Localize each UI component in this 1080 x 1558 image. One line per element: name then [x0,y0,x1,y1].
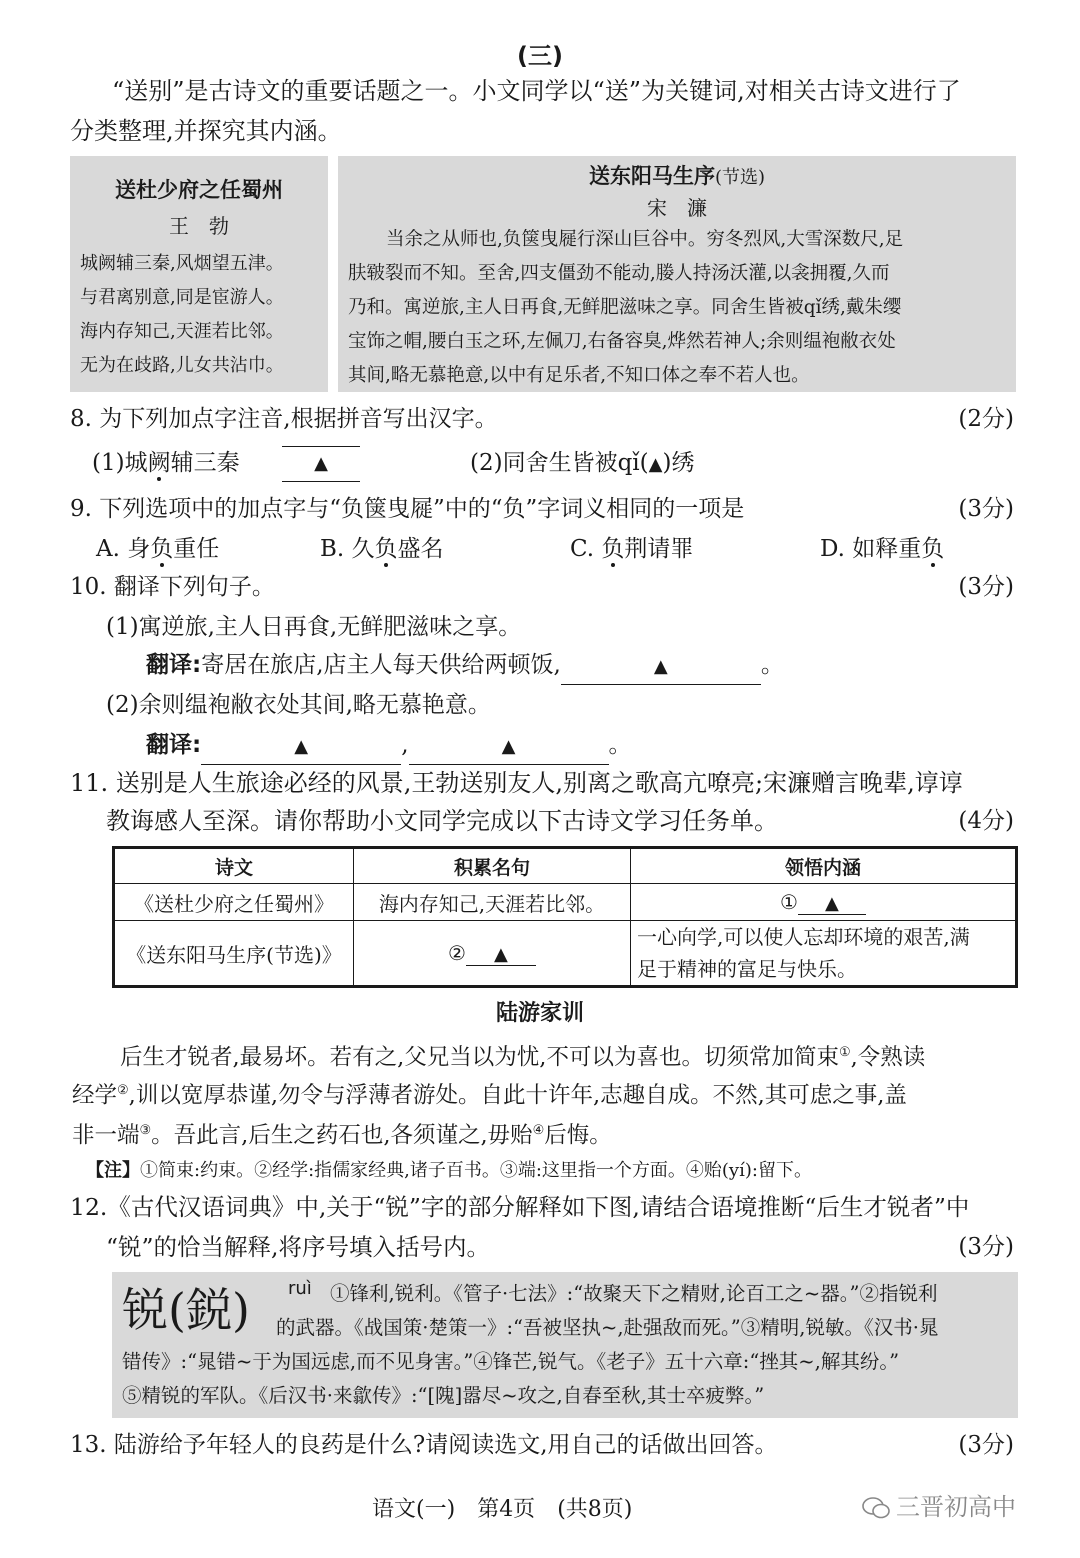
prose-line: 宝饰之帽,腰白玉之环,左佩刀,右备容臭,烨然若神人;余则缊袍敝衣处 [348,331,896,352]
section-title: (三) [517,42,563,70]
luyou-line-1: 后生才锐者,最易坏。若有之,父兄当以为忧,不可以为喜也。切须常加简束①,令熟读 [120,1044,926,1071]
intro-line-2: 分类整理,并探究其内涵。 [70,117,342,145]
luyou-line-3: 非一端③。吾此言,后生之药石也,各须谨之,毋贻④后悔。 [72,1122,612,1149]
prose-box [338,156,1016,392]
prose-author: 宋 濂 [647,196,707,220]
luyou-line-2: 经学②,训以宽厚恭谨,勿令与浮薄者游处。自此十许年,志趣自成。不然,其可虑之事,盖 [72,1082,907,1109]
q10-answer-blank-1[interactable]: ▲ [561,648,761,685]
q8-score: (2分) [958,406,1014,432]
q12-line-1: 12.《古代汉语词典》中,关于“锐”字的部分解释如下图,请结合语境推断“后生才锐者”中 [70,1193,970,1221]
q10-sentence-1: (1)寓逆旅,主人日再食,无鲜肥滋味之享。 [106,614,522,640]
q12-score: (3分) [958,1234,1014,1260]
q11-answer-blank-2[interactable]: ▲ [466,941,536,966]
page-footer: 语文(一) 第4页 (共8页) [372,1497,633,1522]
poem-title: 送杜少府之任蜀州 [115,178,283,202]
prose-title: 送东阳马生序 [588,164,715,188]
prose-line: 肤皲裂而不知。至舍,四支僵劲不能动,媵人持汤沃灌,以衾拥覆,久而 [348,263,890,284]
table-row [114,884,1017,921]
q9-option-c[interactable]: C. 负荆请罪 [570,536,694,562]
table-cell: 《送杜少府之任蜀州》 [114,884,354,921]
dict-headword: 锐(鋭) [122,1283,250,1337]
prose-line: 乃和。寓逆旅,主人日再食,无鲜肥滋味之享。同舍生皆被qǐ绣,戴朱缨 [348,297,902,318]
watermark: 三晋初高中 [862,1487,1016,1522]
dict-line: ①锋利,锐利。《管子·七法》:“故聚天下之精财,论百工之~器。”②指锐利 [330,1282,938,1305]
intro-line-1: “送别”是古诗文的重要话题之一。小文同学以“送”为关键词,对相关古诗文进行了 [112,77,961,105]
q13-score: (3分) [958,1432,1014,1458]
wechat-icon [862,1497,890,1519]
q9-option-d[interactable]: D. 如释重负 [820,536,945,562]
q8-stem: 8. 为下列加点字注音,根据拼音写出汉字。 [70,406,498,432]
q9-option-a[interactable]: A. 身负重任 [96,536,220,562]
dictionary-entry [112,1272,1018,1418]
poem-author: 王 勃 [169,214,229,238]
q10-stem: 10. 翻译下列句子。 [70,574,275,600]
table-cell[interactable]: ② ▲ [354,921,631,987]
q10-score: (3分) [958,574,1014,600]
q13-stem: 13. 陆游给予年轻人的良药是什么?请阅读选文,用自己的话做出回答。 [70,1432,778,1458]
q9-option-b[interactable]: B. 久负盛名 [320,536,444,562]
poem-line: 城阙辅三秦,风烟望五津。 [80,253,284,274]
poem-line: 无为在歧路,儿女共沾巾。 [80,355,284,376]
table-row [114,921,1017,987]
table-cell: 一心向学,可以使人忘却环境的艰苦,满 足于精神的富足与快乐。 [631,921,1017,987]
q9-stem: 9. 下列选项中的加点字与“负箧曳屣”中的“负”字词义相同的一项是 [70,496,745,522]
dict-line: ⑤精锐的军队。《后汉书·来歙传》:“[隗]嚣尽~攻之,自春至秋,其士卒疲弊。” [122,1384,765,1407]
prose-line: 当余之从师也,负箧曳屣行深山巨谷中。穷冬烈风,大雪深数尺,足 [386,229,904,250]
table-cell[interactable]: ① ▲ [631,884,1017,921]
dict-line: 的武器。《战国策·楚策一》:“吾被坚执~,赴强敌而死。”③精明,锐敏。《汉书·晁 [276,1316,939,1339]
blank-triangle-icon: ▲ [314,453,328,474]
poem-line: 与君离别意,同是宦游人。 [80,287,284,308]
dict-pinyin: ruì [288,1278,312,1299]
q8-answer-box-1[interactable] [282,446,360,482]
q12-line-2: “锐”的恰当解释,将序号填入括号内。 [106,1233,490,1261]
task-table [112,846,1018,988]
poem-line: 海内存知己,天涯若比邻。 [80,321,284,342]
q11-answer-blank-1[interactable]: ▲ [798,890,866,915]
table-cell: 海内存知己,天涯若比邻。 [354,884,631,921]
q10-answer-blank-3[interactable]: ▲ [409,728,609,765]
table-header: 诗文 [114,848,354,884]
q10-answer-blank-2[interactable]: ▲ [201,728,401,765]
poem-box [70,156,328,392]
luyou-note: 【注】①简束:约束。②经学:指儒家经典,诸子百书。③端:这里指一个方面。④贻(yí):留下。 [86,1160,812,1181]
luyou-title: 陆游家训 [495,1001,584,1026]
q9-score: (3分) [958,496,1014,522]
q11-line-2: 教诲感人至深。请你帮助小文同学完成以下古诗文学习任务单。 [106,807,778,835]
table-cell: 《送东阳马生序(节选)》 [114,921,354,987]
q10-sentence-2: (2)余则缊袍敝衣处其间,略无慕艳意。 [106,692,491,718]
q8-part1: (1)城阙辅三秦 [92,450,240,476]
q10-translation-2: 翻译: ▲ , ▲ 。 [146,728,632,765]
q10-translation-1: 翻译:寄居在旅店,店主人每天供给两顿饭, ▲ 。 [146,648,784,685]
prose-line: 其间,略无慕艳意,以中有足乐者,不知口体之奉不若人也。 [348,365,810,386]
table-header: 积累名句 [354,848,631,884]
q8-part2: (2)同舍生皆被qǐ(▲)绣 [470,450,695,476]
q11-score: (4分) [958,808,1014,834]
table-header: 领悟内涵 [631,848,1017,884]
prose-title-note: (节选) [714,167,766,188]
q11-line-1: 11. 送别是人生旅途必经的风景,王勃送别友人,别离之歌高亢嘹亮;宋濂赠言晚辈,谆谆 [70,769,963,797]
blank-triangle-icon: ▲ [648,454,663,475]
dict-line: 错传》:“晁错~于为国远虑,而不见身害。”④锋芒,锐气。《老子》五十六章:“挫其~,解其纷。” [122,1350,900,1373]
